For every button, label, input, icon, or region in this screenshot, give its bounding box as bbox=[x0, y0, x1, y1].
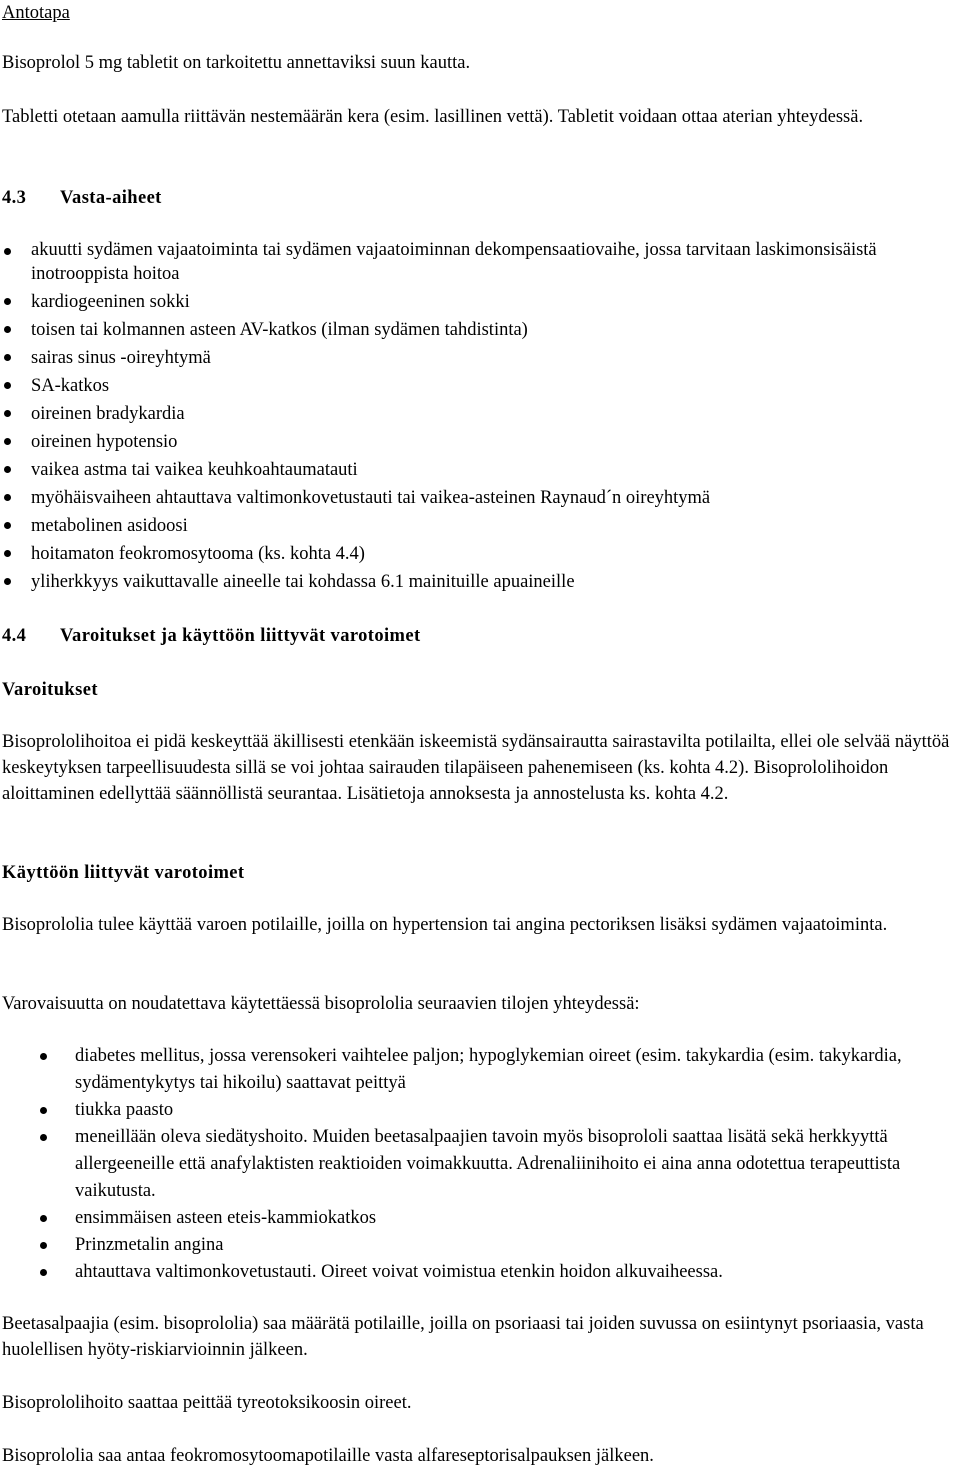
list-item: hoitamaton feokromosytooma (ks. kohta 4.4) bbox=[2, 540, 952, 568]
bullet-icon bbox=[4, 248, 11, 255]
varoitukset-heading: Varoitukset bbox=[2, 680, 98, 700]
list-item: Prinzmetalin angina bbox=[2, 1232, 952, 1259]
bullet-icon bbox=[4, 410, 11, 417]
list-item: meneillään oleva siedätyshoito. Muiden beetasalpaajien tavoin myös bisoprololi saattaa lisätä sekä herkkyyttä allergeeneille että anafylaktisten reaktioiden voimakkuutta. Adrenaliinihoito ei aina anna odotettua terapeuttista vaikutusta. bbox=[2, 1124, 952, 1205]
list-item: oireinen bradykardia bbox=[2, 400, 952, 428]
bullet-icon bbox=[4, 382, 11, 389]
section-4-3-title: Vasta-aiheet bbox=[60, 188, 162, 208]
bullet-icon bbox=[4, 298, 11, 305]
tyreotoksikoosi-paragraph: Bisoprololihoito saattaa peittää tyreotoksikoosin oireet. bbox=[2, 1393, 412, 1413]
antotapa-title: Antotapa bbox=[2, 3, 70, 23]
bullet-icon bbox=[40, 1053, 47, 1060]
list-item: metabolinen asidoosi bbox=[2, 512, 952, 540]
list-item: vaikea astma tai vaikea keuhkoahtaumatauti bbox=[2, 456, 952, 484]
bullet-icon bbox=[4, 550, 11, 557]
list-item: ensimmäisen asteen eteis-kammiokatkos bbox=[2, 1205, 952, 1232]
bullet-icon bbox=[40, 1269, 47, 1276]
bullet-icon bbox=[4, 326, 11, 333]
contraindications-list bbox=[2, 236, 952, 596]
antotapa-paragraph-1: Bisoprolol 5 mg tabletit on tarkoitettu annettaviksi suun kautta. bbox=[2, 53, 471, 73]
list-item: myöhäisvaiheen ahtauttava valtimonkovetustauti tai vaikea-asteinen Raynaud´n oireyhtymä bbox=[2, 484, 952, 512]
varotoimet-paragraph-1: Bisoprololia tulee käyttää varoen potilaille, joilla on hypertension tai angina pectoriksen lisäksi sydämen vajaatoiminta. bbox=[2, 915, 888, 935]
section-4-4-heading bbox=[2, 623, 952, 649]
bullet-icon bbox=[4, 522, 11, 529]
bullet-icon bbox=[4, 466, 11, 473]
beetasalpaajat-paragraph: Beetasalpaajia (esim. bisoprololia) saa määrätä potilaille, joilla on psoriaasi tai joiden suvussa on esiintynyt psoriaasia, vasta huolellisen hyöty-riskiarvioinnin jälkeen. bbox=[2, 1314, 924, 1360]
precautions-list bbox=[2, 1043, 952, 1286]
list-item: tiukka paasto bbox=[2, 1097, 952, 1124]
feokromosytooma-paragraph: Bisoprololia saa antaa feokromosytoomapotilaille vasta alfareseptorisalpauksen jälkeen. bbox=[2, 1446, 654, 1466]
section-4-3-number: 4.3 bbox=[2, 188, 27, 208]
list-item: kardiogeeninen sokki bbox=[2, 288, 952, 316]
list-item: ahtauttava valtimonkovetustauti. Oireet voivat voimistua etenkin hoidon alkuvaiheessa. bbox=[2, 1259, 952, 1286]
list-item: toisen tai kolmannen asteen AV-katkos (ilman sydämen tahdistinta) bbox=[2, 316, 952, 344]
list-item: sairas sinus -oireyhtymä bbox=[2, 344, 952, 372]
bullet-icon bbox=[4, 354, 11, 361]
list-item: akuutti sydämen vajaatoiminta tai sydämen vajaatoiminnan dekompensaatiovaihe, jossa tarvitaan laskimonsisäistä inotrooppista hoitoa bbox=[2, 236, 952, 288]
bullet-icon bbox=[4, 578, 11, 585]
bullet-icon bbox=[4, 494, 11, 501]
varoitukset-paragraph: Bisoprololihoitoa ei pidä keskeyttää äkillisesti etenkään iskeemistä sydänsairautta sairastavilta potilailta, ellei ole selvää näyttöä keskeytyksen tarpeellisuudesta sillä se voi johtaa sairauden tilapäiseen pahenemiseen (ks. kohta 4.2). Bisoprololihoidon aloittaminen edellyttää säännöllistä seurantaa. Lisätietoja annoksesta ja annostelusta ks. kohta 4.2. bbox=[2, 732, 950, 804]
bullet-icon bbox=[40, 1134, 47, 1141]
bullet-icon bbox=[40, 1215, 47, 1222]
bullet-icon bbox=[40, 1107, 47, 1114]
section-4-3-heading bbox=[2, 185, 952, 211]
list-item: yliherkkyys vaikuttavalle aineelle tai kohdassa 6.1 mainituille apuaineille bbox=[2, 568, 952, 596]
list-item: oireinen hypotensio bbox=[2, 428, 952, 456]
list-item: diabetes mellitus, jossa verensokeri vaihtelee paljon; hypoglykemian oireet (esim. takykardia (esim. takykardia, sydämentykytys tai hikoilu) saattavat peittyä bbox=[2, 1043, 952, 1097]
section-4-4-number: 4.4 bbox=[2, 626, 27, 646]
bullet-icon bbox=[40, 1242, 47, 1249]
list-item: SA-katkos bbox=[2, 372, 952, 400]
antotapa-paragraph-2: Tabletti otetaan aamulla riittävän nestemäärän kera (esim. lasillinen vettä). Tabletit voidaan ottaa aterian yhteydessä. bbox=[2, 107, 864, 127]
bullet-icon bbox=[4, 438, 11, 445]
varotoimet-paragraph-2: Varovaisuutta on noudatettava käytettäessä bisoprololia seuraavien tilojen yhteydessä: bbox=[2, 994, 640, 1014]
section-4-4-title: Varoitukset ja käyttöön liittyvät varotoimet bbox=[60, 626, 421, 646]
varotoimet-heading: Käyttöön liittyvät varotoimet bbox=[2, 863, 245, 883]
